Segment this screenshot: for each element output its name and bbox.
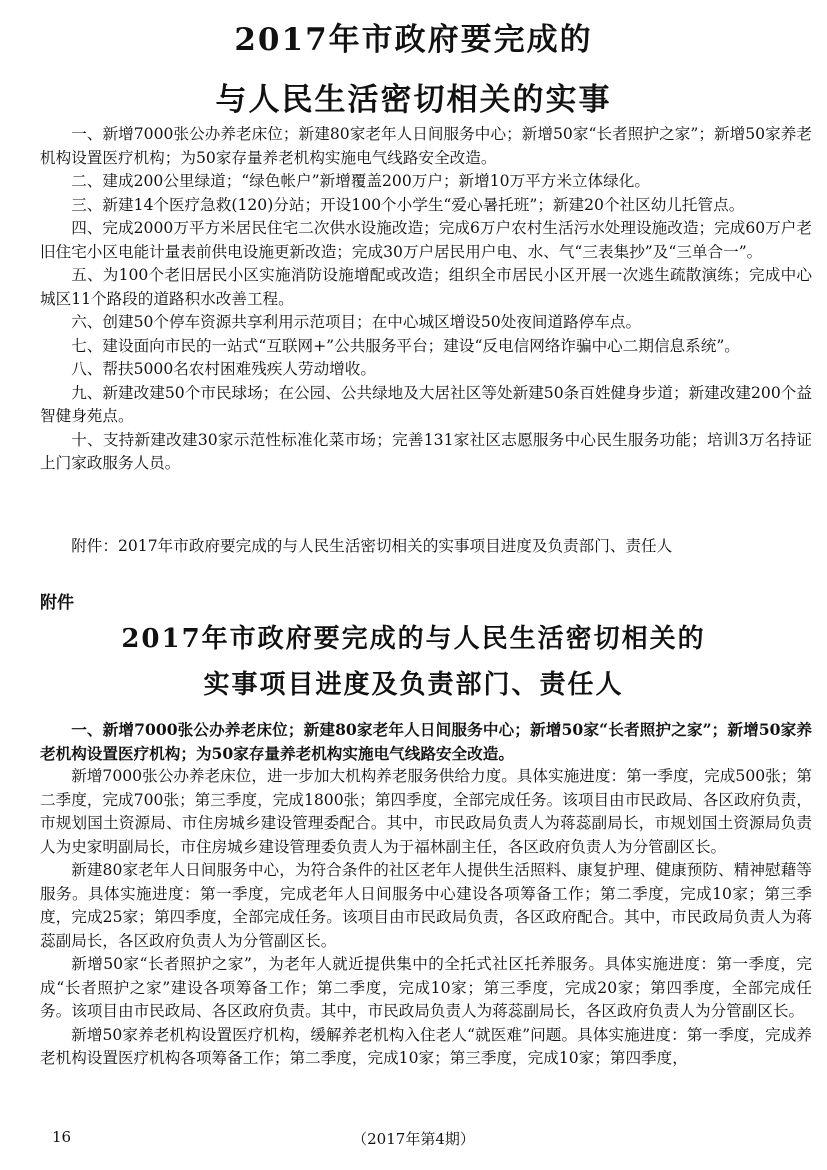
item-list	[40, 123, 812, 476]
annex-paragraph: 新增50家养老机构设置医疗机构，缓解养老机构入住老人“就医难”问题。具体实施进度：第一季度，完成养老机构设置医疗机构各项筹备工作；第二季度，完成10家；第三季度，完成10家；第四季度，	[40, 1025, 812, 1067]
list-item: 九、新建改建50个市民球场；在公园、公共绿地及大居社区等处新建50条百姓健身步道；新建改建200个益智健身苑点。	[40, 383, 812, 425]
list-item: 八、帮扶5000名农村困难残疾人劳动增收。	[71, 360, 376, 378]
annex-title-line1: 2017年市政府要完成的与人民生活密切相关的	[121, 624, 706, 654]
list-item: 四、完成2000万平方米居民住宅二次供水设施改造；完成6万户农村生活污水处理设施改造；完成60万户老旧住宅小区电能计量表前供电设施更新改造；完成30万户居民用户电、水、气“三表集抄”及“三单合一”。	[40, 219, 812, 261]
page-title-line2: 与人民生活密切相关的实事	[215, 82, 612, 118]
annex-paragraph: 新增50家“长者照护之家”，为老年人就近提供集中的全托式社区托养服务。具体实施进度：第一季度，完成“长者照护之家”建设各项筹备工作；第二季度，完成10家；第三季度，完成20家；第四季度，全部完成任务。该项目由市民政局、各区政府负责。其中，市民政局负责人为蒋蕊副局长，各区政府负责人为分管副区长。	[40, 955, 812, 1020]
annex-title-line2: 实事项目进度及负责部门、责任人	[203, 670, 624, 700]
list-item: 七、建设面向市民的一站式“互联网+”公共服务平台；建设“反电信网络诈骗中心二期信息系统”。	[71, 336, 740, 355]
annex-paragraph: 新建80家老年人日间服务中心，为符合条件的社区老年人提供生活照料、康复护理、健康预防、精神慰藉等服务。具体实施进度：第一季度，完成老年人日间服务中心建设各项筹备工作；第二季度，完成10家；第三季度，完成25家；第四季度，全部完成任务。该项目由市民政局负责，各区政府配合。其中，市民政局负责人为蒋蕊副局长，各区政府负责人为分管副区长。	[40, 861, 812, 950]
list-item: 六、创建50个停车资源共享利用示范项目；在中心城区增设50处夜间道路停车点。	[71, 313, 642, 331]
annex-lead: 一、新增7000张公办养老床位；新建80家老年人日间服务中心；新增50家“长者照护之家”；新增50家养老机构设置医疗机构；为50家存量养老机构实施电气线路安全改造。	[40, 720, 812, 763]
list-item: 五、为100个老旧居民小区实施消防设施增配或改造；组织全市居民小区开展一次逃生疏散演练；完成中心城区11个路段的道路积水改善工程。	[40, 266, 812, 308]
list-item: 一、新增7000张公办养老床位；新建80家老年人日间服务中心；新增50家“长者照护之家”；新增50家养老机构设置医疗机构；为50家存量养老机构实施电气线路安全改造。	[40, 125, 812, 167]
annex-label: 附件	[40, 593, 74, 613]
list-item: 二、建成200公里绿道；“绿色帐户”新增覆盖200万户；新增10万平方米立体绿化。	[71, 172, 650, 190]
issue-label: （2017年第4期）	[352, 1130, 475, 1148]
page-number: 16	[52, 1128, 72, 1146]
list-item: 三、新建14个医疗急救(120)分站；开设100个小学生“爱心暑托班”；新建20个社区幼儿托管点。	[71, 195, 745, 214]
list-item: 十、支持新建改建30家示范性标准化菜市场；完善131家社区志愿服务中心民生服务功能；培训3万名持证上门家政服务人员。	[40, 430, 812, 472]
page-title-line1: 2017年市政府要完成的	[234, 22, 593, 58]
annex-paragraph: 新增7000张公办养老床位，进一步加大机构养老服务供给力度。具体实施进度：第一季度，完成500张；第二季度，完成700张；第三季度，完成1800张；第四季度，全部完成任务。该项目由市民政局、各区政府负责，市规划国土资源局、市住房城乡建设管理委配合。其中，市民政局负责人为蒋蕊副局长，市规划国土资源局负责人为史家明副局长，市住房城乡建设管理委负责人为于福林副主任，各区政府负责人为分管副区长。	[40, 767, 812, 856]
annex-body	[40, 718, 812, 1071]
attachment-note: 附件：2017年市政府要完成的与人民生活密切相关的实事项目进度及负责部门、责任人	[71, 537, 673, 555]
